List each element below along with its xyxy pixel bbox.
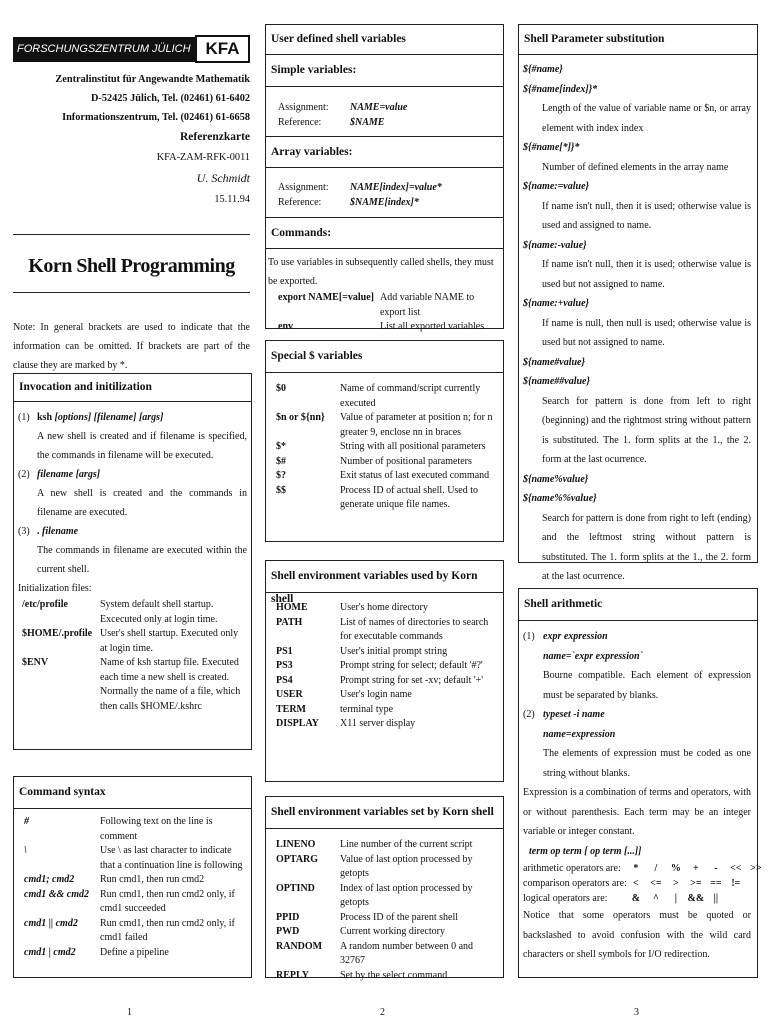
invocation-item [18,465,247,522]
env-used-row-value: List of names of directories to search for executable commands [340,616,489,642]
special-var-row-key: $# [276,455,286,467]
subst-form: ${name##value} [523,376,590,387]
subst-description: Search for pattern is done from right to left (ending) and the leftmost string without pattern is substituted. The 1. form splits at the 1., the 2. form at the last ocurrence. [542,512,751,582]
arith-form-2: name=`expr expression` [543,650,643,662]
init-file-row-value: System default shell startup. Excecuted only at login time. [100,599,218,625]
simple-var-row-value: $NAME [350,116,385,128]
init-files-table [18,598,247,714]
command-row [278,291,500,320]
env-set-row [276,882,500,911]
special-var-row-key: $? [276,470,286,481]
operator-row [523,876,767,891]
subst-entry [523,177,751,236]
operator-symbol: && [687,893,705,904]
operator-symbol: <= [650,878,662,889]
env-used-heading: Shell environment variables used by Korn shell [266,561,503,593]
env-used-row-key: PATH [276,616,303,628]
syntax-row-value: Following text on the line is comment [100,816,213,842]
simple-var-row-value: NAME=value [350,102,408,113]
simple-vars-table [278,101,497,130]
array-var-row [278,181,497,196]
simple-var-row [278,116,497,131]
item-body [35,408,247,465]
env-set-table [276,838,500,983]
item-number: (1) [18,412,30,423]
arith-form-1: typeset -i name [543,709,605,720]
institute-name: Zentralinstitut für Angewandte Mathematik [55,74,250,85]
special-var-row-value: Process ID of actual shell. Used to generate unique file names. [340,484,479,510]
init-file-row [18,598,247,627]
env-used-row-value: User's home directory [340,602,428,613]
special-var-row-value: Name of command/script currently executed [340,383,481,409]
array-var-row [278,196,497,211]
item-body [543,705,751,783]
param-subst-box [518,24,758,582]
simple-var-row-key: Reference: [278,116,322,128]
commands-intro: To use variables in subsequently called shells, they must be exported. [268,257,494,287]
command-syntax-table [24,815,245,960]
env-used-row-key: PS3 [276,660,293,671]
special-var-row-key: $n or ${nn} [276,412,325,423]
operator-symbol: % [670,863,681,874]
operator-symbol: / [654,863,658,874]
syntax-row-key: cmd1 && cmd2 [24,888,89,900]
env-set-row-value: Set by the select command [340,969,448,981]
user-vars-heading: User defined shell variables [266,25,503,55]
item-command: ksh [37,412,53,423]
syntax-row [24,888,245,917]
info-center: Informationszentrum, Tel. (02461) 61-6658 [62,112,250,124]
subst-entry [523,294,751,353]
special-var-row-key: $$ [276,484,286,496]
subst-description: Length of the value of variable name or $n, or array element with index index [542,103,751,134]
env-used-row [276,601,500,616]
item-description: A new shell is created and the commands in filename are executed. [37,488,247,518]
special-var-row-key: $* [276,441,286,452]
command-row [278,320,500,335]
env-used-row-key: DISPLAY [276,718,319,729]
env-set-row [276,853,500,882]
env-set-heading: Shell environment variables set by Korn shell [266,797,503,829]
operator-symbol: ^ [652,893,659,904]
command-row-key: export NAME[=value] [278,292,374,303]
array-var-row-key: Reference: [278,196,322,208]
operator-label: comparison operators are: [523,878,627,889]
command-syntax-heading: Command syntax [14,777,251,809]
operator-symbol: << [730,863,742,874]
page-number-3: 3 [634,1007,639,1018]
env-set-row-value: Index of last option processed by getopts [340,882,473,908]
syntax-row-key: \ [24,845,27,856]
operators-table [523,861,767,906]
syntax-row [24,946,245,961]
syntax-row-value: Run cmd1, then run cmd2 only, if cmd1 succeeded [100,888,235,914]
syntax-row [24,815,245,844]
operator-symbol: | [674,893,677,904]
env-used-row-value: Prompt string for select; default '#?' [340,660,483,671]
init-file-row-key: /etc/profile [22,599,68,610]
env-set-row [276,911,500,926]
array-var-row-value: $NAME[index]* [350,196,419,208]
env-used-row-value: X11 server display [340,718,416,729]
invocation-item [18,408,247,465]
date: 15.11.94 [214,193,250,205]
env-set-row-value: A random number between 0 and 32767 [340,940,474,966]
arith-description: Bourne compatible. Each element of expression must be separated by blanks. [543,670,751,701]
doc-type: Referenzkarte [179,131,250,144]
arith-description: The elements of expression must be coded as one string without blanks. [543,748,751,779]
env-set-row-key: OPTARG [276,853,319,865]
operator-symbol: > [673,878,679,889]
env-set-row [276,925,500,940]
item-command-line [35,408,247,427]
item-args: [options] [filename] [args] [54,412,164,423]
array-var-row-key: Assignment: [278,182,329,193]
arith-item [523,627,751,705]
syntax-row-value: Run cmd1, then run cmd2 [100,874,205,885]
item-number: (3) [18,526,30,537]
simple-vars-heading: Simple variables: [266,55,503,87]
item-description: The commands in filename are executed within the current shell. [37,545,247,575]
item-description: A new shell is created and if filename is specified, the commands in filename will be executed. [37,431,247,461]
init-file-row [18,627,247,656]
env-used-row [276,688,500,703]
subst-entry [523,236,751,295]
env-used-row [276,674,500,689]
kfa-logo: KFA [195,35,250,63]
env-set-row [276,940,500,969]
env-used-box [265,560,504,782]
item-body [35,522,247,579]
env-set-row-key: LINENO [276,839,316,850]
arith-box [518,588,762,978]
operator-label: arithmetic operators are: [523,863,621,874]
init-file-row-key: $ENV [22,657,49,668]
note: Note: In general brackets are used to indicate that the information can be omitted. If brackets are part of the clause they are marked by *. [13,322,250,371]
special-var-row-key: $0 [276,383,286,394]
item-command-line [35,522,247,541]
header-info [13,70,250,209]
special-var-row-value: Number of positional parameters [340,455,472,467]
special-var-row-value: String with all positional parameters [340,441,486,452]
special-var-row [276,469,500,484]
invocation-box [13,373,252,750]
operator-row [523,861,767,876]
init-file-row-key: $HOME/.profile [22,628,93,639]
page-number-2: 2 [380,1007,385,1018]
subst-form: ${name%value} [523,473,589,485]
env-set-row-key: PWD [276,926,300,937]
subst-description: If name is null, then null is used; otherwise value is used but not assigned to name. [542,317,751,348]
arith-form-2: name=expression [543,728,616,740]
simple-var-row-key: Assignment: [278,102,329,113]
operator-symbol: == [710,878,722,889]
env-set-row [276,969,500,984]
item-number: (2) [18,469,30,480]
special-vars-table [276,382,500,513]
syntax-row-key: cmd1 || cmd2 [24,917,78,929]
subst-description: Search for pattern is done from left to right (beginning) and the rightmost string without pattern is substituted. The 1. form splits at the 1., the 2. form at the last ocurrence. [542,395,751,465]
operator-symbol: + [693,863,699,874]
env-used-row-key: HOME [276,602,308,613]
subst-form: ${#name[*]}* [523,142,580,153]
env-used-row-value: Prompt string for set -xv; default '+' [340,674,484,686]
subst-description: If name isn't null, then it is used; otherwise value is used but not assigned to name. [542,259,751,290]
command-row-value: List all exported variables [379,321,485,332]
subst-entry [523,138,751,177]
array-var-row-value: NAME[index]=value* [350,182,442,193]
env-used-row [276,659,500,674]
init-file-row [18,656,247,714]
param-subst-heading: Shell Parameter substitution [519,25,757,55]
page-title: Korn Shell Programming [28,255,235,277]
env-set-row-value: Current working directory [340,926,445,937]
command-row-key: env [278,321,293,332]
subst-description: If name isn't null, then it is used; otherwise value is used and assigned to name. [542,200,751,231]
env-set-row-value: Process ID of the parent shell [340,911,459,923]
special-var-row-value: Value of parameter at position n; for n greater 9, enclose nn in braces [340,412,493,438]
arith-item [523,705,751,783]
init-file-row-value: Name of ksh startup file. Executed each time a new shell is created. Normally the name of a file, which then calls $HOME/.kshrc [100,657,241,712]
operator-symbol: < [633,878,639,889]
syntax-row-key: cmd1 | cmd2 [24,946,76,958]
operator-symbol: || [713,893,719,904]
syntax-row [24,917,245,946]
invocation-heading: Invocation and initilization [14,374,251,402]
title-rule-top [13,234,250,235]
expression-text: Expression is a combination of terms and operators, with or without parenthesis. Each term may be an integer variable or integer constant. [523,787,752,837]
env-set-row-key: OPTIND [276,882,315,894]
subst-description: Number of defined elements in the array name [542,161,729,173]
invocation-item [18,522,247,579]
special-var-row [276,455,500,470]
item-args: filename [42,526,79,537]
arith-heading: Shell arithmetic [519,589,757,621]
operator-symbol: & [631,893,641,904]
item-number: (2) [523,709,535,720]
author: U. Schmidt [196,171,250,186]
env-set-row [276,838,500,853]
expression-syntax: term op term [ op term [...]] [529,845,642,857]
subst-form: ${name:-value} [523,239,587,251]
special-var-row [276,440,500,455]
env-used-row-key: TERM [276,703,306,715]
syntax-row-key: # [24,816,29,827]
item-number: (1) [523,631,535,642]
address: D-52425 Jülich, Tel. (02461) 61-6402 [90,93,250,105]
command-syntax-box [13,776,252,978]
array-vars-table [278,181,497,210]
array-vars-heading: Array variables: [266,137,503,168]
subst-form: ${#name} [523,64,563,75]
item-body [543,627,751,705]
simple-var-row [278,101,497,116]
operator-row [523,891,767,906]
env-used-row-key: USER [276,689,303,700]
env-set-row-key: PPID [276,911,300,923]
init-files-label: Initialization files: [18,583,92,594]
user-vars-box [265,24,504,332]
item-args: filename [args] [37,469,101,480]
env-used-row [276,645,500,660]
syntax-row-value: Define a pipeline [100,946,169,958]
env-used-row [276,703,500,718]
init-file-row-value: User's shell startup. Executed only at login time. [100,628,239,654]
env-used-row-value: User's initial prompt string [340,645,448,657]
env-set-row-key: REPLY [276,969,309,981]
operator-symbols [627,891,767,906]
env-set-box [265,796,504,981]
env-used-row [276,616,500,645]
syntax-row [24,844,245,873]
operator-symbol: >> [750,863,762,874]
operator-symbol: >= [690,878,702,889]
page-number-1: 1 [127,1007,132,1018]
special-var-row [276,382,500,411]
subst-form: ${name%%value} [523,493,597,504]
subst-entry [523,353,751,470]
commands-table [278,291,500,335]
special-var-row [276,484,500,513]
doc-id: KFA-ZAM-RFK-0011 [156,152,250,164]
subst-entry [523,470,751,587]
item-command-line [35,465,247,484]
special-var-row-value: Exit status of last executed command [340,470,490,481]
subst-entry [523,60,751,138]
operator-symbols [627,876,767,891]
special-var-row [276,411,500,440]
syntax-row-value: Run cmd1, then run cmd2 only, if cmd1 failed [100,917,235,943]
title-rule-bottom [13,292,250,293]
operator-symbol: - [714,863,718,874]
env-used-row-value: User's login name [340,689,412,700]
env-used-row-value: terminal type [340,703,394,715]
arith-form-1: expr expression [543,631,608,642]
env-used-row-key: PS4 [276,674,293,686]
subst-form: ${name:+value} [523,298,589,309]
env-set-row-value: Line number of the current script [340,839,473,850]
item-command: . [37,526,40,537]
syntax-row-key: cmd1; cmd2 [24,874,75,885]
subst-form: ${name#value} [523,356,585,368]
operator-symbol: != [731,878,741,889]
special-vars-heading: Special $ variables [266,341,503,373]
env-used-table [276,601,500,732]
operator-symbol: * [633,863,639,874]
operator-label: logical operators are: [523,893,608,904]
syntax-row [24,873,245,888]
env-used-row-key: PS1 [276,645,293,657]
commands-heading: Commands: [266,218,503,249]
operator-symbols [627,861,767,876]
env-set-row-key: RANDOM [276,940,323,952]
env-used-row [276,717,500,732]
subst-form: ${name:=value} [523,181,589,192]
command-row-value: Add variable NAME to export list [379,292,475,318]
arith-footer: Notice that some operators must be quoted or backslashed to avoid confusion with the wild card characters or shell symbols for I/O redirection. [523,910,751,960]
org-banner: FORSCHUNGSZENTRUM JÜLICH GmbH [13,37,195,62]
env-set-row-value: Value of last option processed by getopts [340,853,473,879]
item-body [35,465,247,522]
syntax-row-value: Use \ as last character to indicate that a continuation line is following [100,845,243,871]
subst-form: ${#name[index]}* [523,83,598,95]
special-vars-box [265,340,504,542]
